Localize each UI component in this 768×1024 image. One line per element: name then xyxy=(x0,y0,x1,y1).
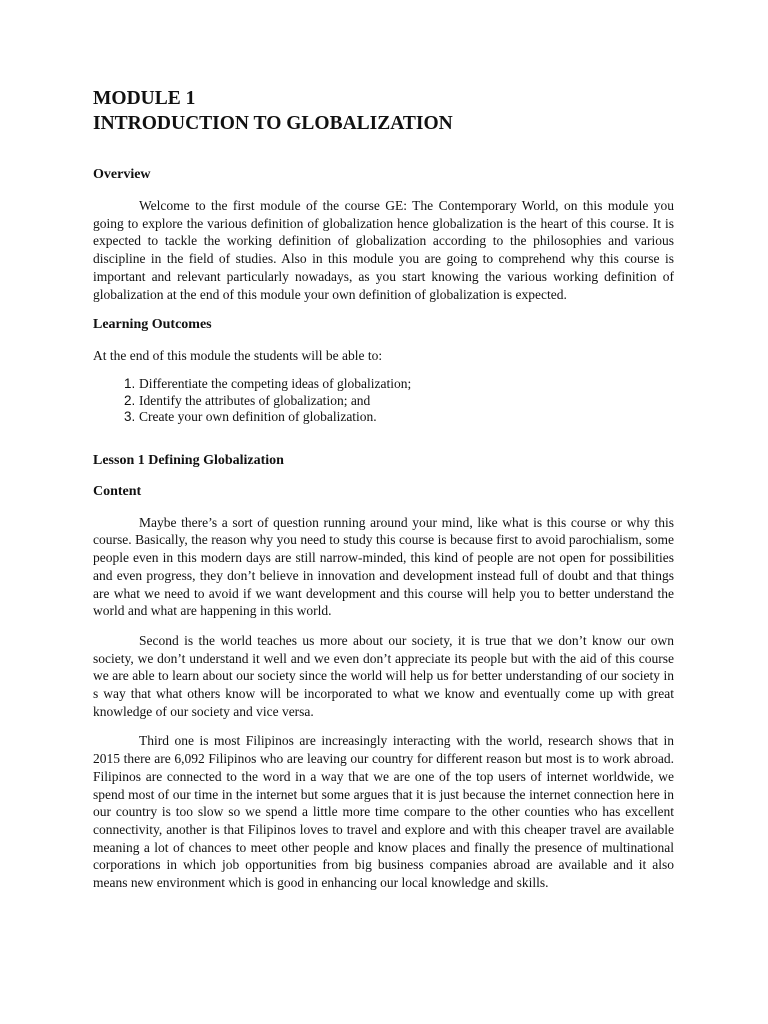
list-item: 2. Identify the attributes of globalization; and xyxy=(139,393,674,410)
content-heading: Content xyxy=(93,483,142,499)
lesson-paragraph: Second is the world teaches us more about our society, it is true that we don’t know our own society, we don’t understand it well and we even don’t appreciate its people but with the aid of this course we are able to learn about our society since the world will help us for better understanding of our society in s way that what others know will be incorporated to what we know and eventually come up with great knowledge of our society and vice versa. xyxy=(93,632,674,719)
list-item: 3. Create your own definition of globalization. xyxy=(139,409,674,426)
module-number: MODULE 1 xyxy=(93,88,196,109)
overview-heading: Overview xyxy=(93,167,151,182)
learning-outcomes-intro: At the end of this module the students will be able to: xyxy=(93,348,383,364)
learning-outcomes-heading: Learning Outcomes xyxy=(93,317,212,333)
learning-outcomes-list xyxy=(93,376,674,426)
overview-paragraph: Welcome to the first module of the course GE: The Contemporary World, on this module you going to explore the various definition of globalization hence globalization is the heart of this course. It is expected to tackle the working definition of globalization according to the philosophies and various discipline in the field of studies. Also in this module you are going to comprehend why this course is important and relevant particularly nowadays, as you start knowing the various working definition of globalization at the end of this module your own definition of globalization is expected. xyxy=(93,198,674,302)
module-title: INTRODUCTION TO GLOBALIZATION xyxy=(93,113,453,134)
list-item: 1. Differentiate the competing ideas of globalization; xyxy=(139,376,674,393)
lesson-paragraph: Third one is most Filipinos are increasingly interacting with the world, research shows that in 2015 there are 6,092 Filipinos who are leaving our country for different reason but most is to work abroad. Filipinos are connected to the word in a way that we are one of the top users of internet worldwide, we spend most of our time in the internet but some argues that it is just because the internet connection here in our country is too slow so we spend a little more time compare to the other counties who has excellent connectivity, another is that Filipinos loves to travel and explore and with this cheaper travel are available meaning a lot of chances to meet other people and know places and finally the presence of multinational corporations in which job opportunities from big business companies abroad are available and it also means new environment which is good in enhancing our local knowledge and skills. xyxy=(93,733,674,891)
lesson-paragraph: Maybe there’s a sort of question running around your mind, like what is this course or why this course. Basically, the reason why you need to study this course is because first to avoid parochialism, some people even in this modern days are still narrow-minded, this kind of people are not open for possibilities and even progress, they don’t believe in innovation and development instead full of doubt and that things are what we need to avoid if we want development and this course will help you to better understand the world and what are happening in this world. xyxy=(93,514,674,619)
lesson-heading: Lesson 1 Defining Globalization xyxy=(93,452,284,468)
